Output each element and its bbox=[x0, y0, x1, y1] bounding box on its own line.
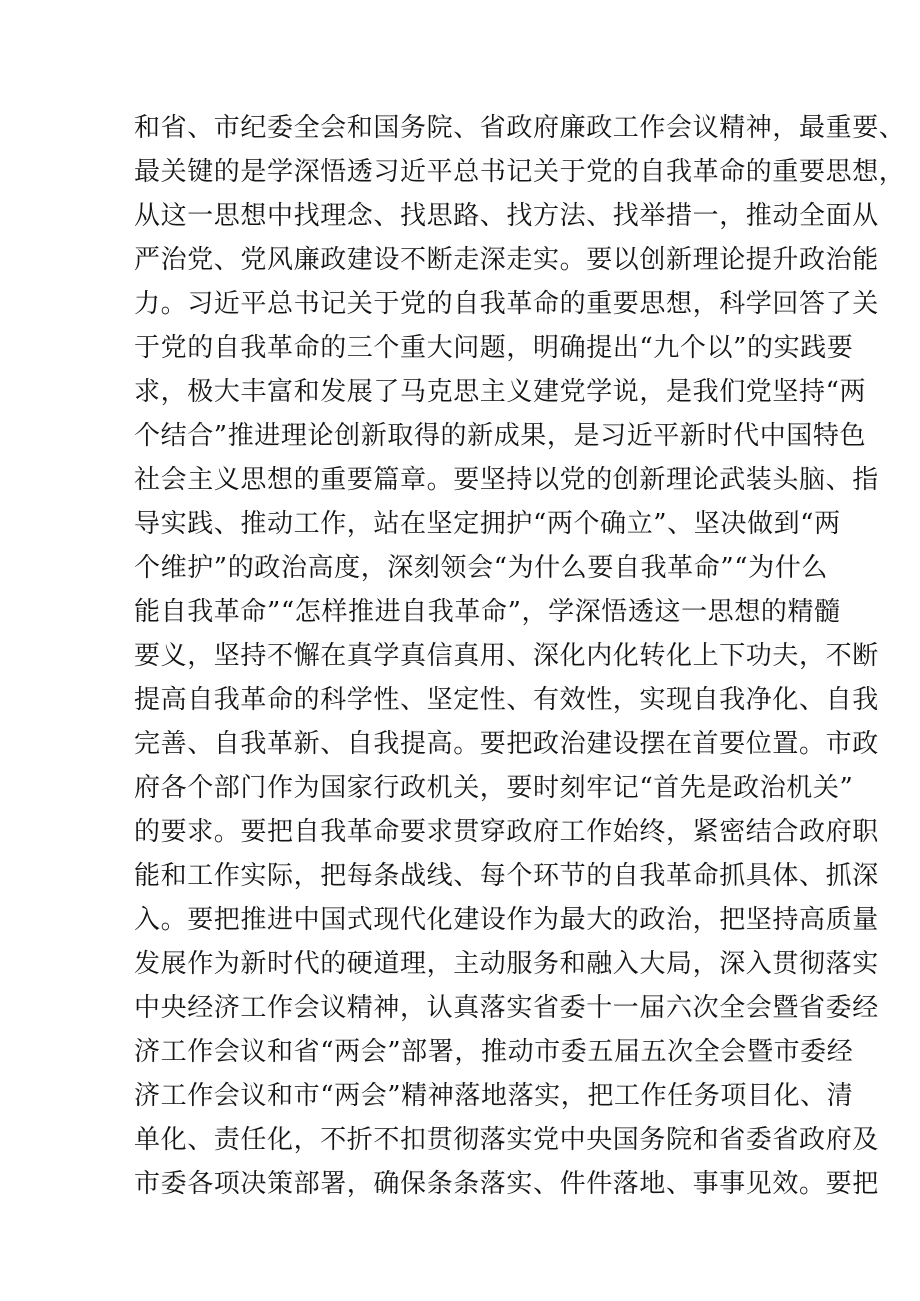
text-line: 府各个部门作为国家行政机关，要时刻牢记“首先是政治机关” bbox=[134, 773, 854, 803]
text-line: 个维护”的政治高度，深刻领会“为什么要自我革命”“为什么 bbox=[134, 553, 828, 583]
text-line: 发展作为新时代的硬道理，主动服务和融入大局，深入贯彻落实 bbox=[134, 949, 879, 979]
text-line: 求，极大丰富和发展了马克思主义建党学说，是我们党坚持“两 bbox=[134, 377, 867, 407]
text-line: 能和工作实际，把每条战线、每个环节的自我革命抓具体、抓深 bbox=[134, 861, 879, 891]
text-line: 严治党、党风廉政建设不断走深走实。要以创新理论提升政治能 bbox=[134, 245, 879, 275]
text-line: 单化、责任化，不折不扣贯彻落实党中央国务院和省委省政府及 bbox=[134, 1125, 879, 1155]
text-line: 提高自我革命的科学性、坚定性、有效性，实现自我净化、自我 bbox=[134, 685, 879, 715]
text-line: 从这一思想中找理念、找思路、找方法、找举措一，推动全面从 bbox=[134, 201, 879, 231]
text-line: 个结合”推进理论创新取得的新成果，是习近平新时代中国特色 bbox=[134, 421, 867, 451]
text-line: 最关键的是学深悟透习近平总书记关于党的自我革命的重要思想， bbox=[134, 157, 906, 187]
text-line: 中央经济工作会议精神，认真落实省委十一届六次全会暨省委经 bbox=[134, 993, 879, 1023]
text-line: 社会主义思想的重要篇章。要坚持以党的创新理论武装头脑、指 bbox=[134, 465, 879, 495]
text-line: 济工作会议和市“两会”精神落地落实，把工作任务项目化、清 bbox=[134, 1081, 854, 1111]
text-line: 完善、自我革新、自我提高。要把政治建设摆在首要位置。市政 bbox=[134, 729, 879, 759]
text-line: 能自我革命”“怎样推进自我革命”，学深悟透这一思想的精髓 bbox=[134, 597, 841, 627]
text-line: 导实践、推动工作，站在坚定拥护“两个确立”、坚决做到“两 bbox=[134, 509, 841, 539]
text-line: 市委各项决策部署，确保条条落实、件件落地、事事见效。要把 bbox=[134, 1169, 879, 1199]
body-paragraph bbox=[134, 106, 906, 1206]
text-line: 入。要把推进中国式现代化建设作为最大的政治，把坚持高质量 bbox=[134, 905, 879, 935]
text-line: 和省、市纪委全会和国务院、省政府廉政工作会议精神，最重要、 bbox=[134, 113, 906, 143]
text-line: 的要求。要把自我革命要求贯穿政府工作始终，紧密结合政府职 bbox=[134, 817, 879, 847]
text-line: 力。习近平总书记关于党的自我革命的重要思想，科学回答了关 bbox=[134, 289, 879, 319]
text-line: 于党的自我革命的三个重大问题，明确提出“九个以”的实践要 bbox=[134, 333, 854, 363]
text-line: 济工作会议和省“两会”部署，推动市委五届五次全会暨市委经 bbox=[134, 1037, 854, 1067]
text-line: 要义，坚持不懈在真学真信真用、深化内化转化上下功夫，不断 bbox=[134, 641, 879, 671]
